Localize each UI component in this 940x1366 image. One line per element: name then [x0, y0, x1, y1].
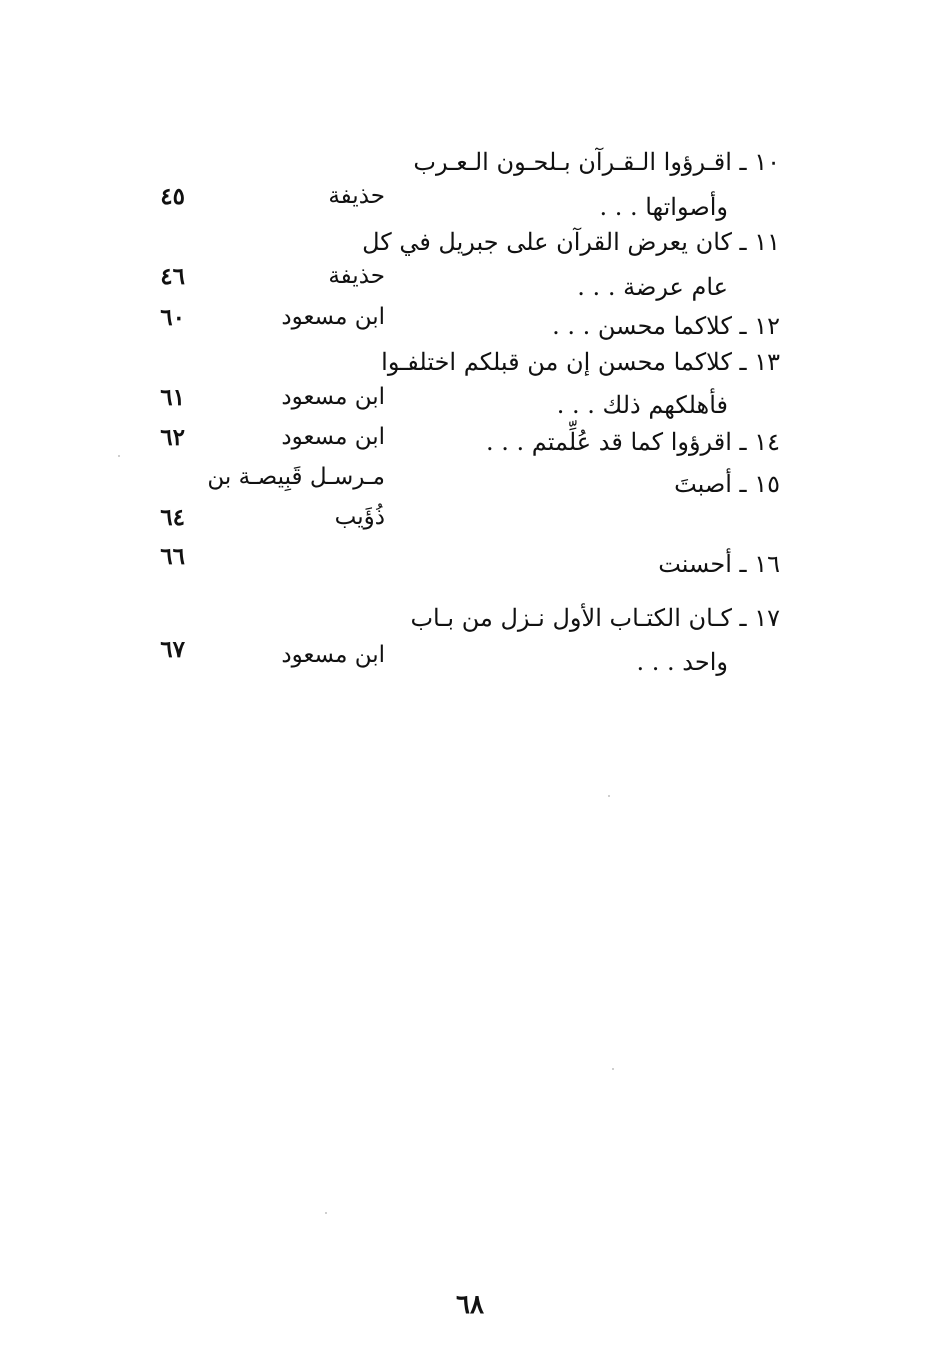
entry-15-line-1: ١٥ ـ أصبتَ — [674, 470, 780, 498]
entry-10-line-2: وأصواتها . . . — [599, 193, 728, 221]
entry-12-page: ٦٠ — [160, 304, 185, 331]
entry-17-page: ٦٧ — [160, 636, 185, 663]
scan-speck — [118, 455, 120, 457]
scan-speck — [608, 795, 610, 797]
entry-10-page: ٤٥ — [160, 183, 185, 210]
entry-11-page: ٤٦ — [160, 263, 185, 290]
entry-11-line-1: ١١ ـ كان يعرض القرآن على جبريل في كل — [362, 228, 780, 256]
entry-16-page: ٦٦ — [160, 543, 185, 570]
entry-17-line-2: واحد . . . — [636, 648, 728, 676]
entry-11-narrator: حذيفة — [328, 263, 385, 289]
entry-11-line-2: عام عرضة . . . — [577, 273, 728, 301]
entry-13-page: ٦١ — [160, 384, 185, 411]
entry-16-line-1: ١٦ ـ أحسنت — [658, 550, 780, 578]
entry-13-line-2: فأهلكهم ذلك . . . — [556, 391, 728, 419]
entry-12-line-1: ١٢ ـ كلاكما محسن . . . — [552, 312, 780, 340]
entry-14-page: ٦٢ — [160, 424, 185, 451]
entry-12-narrator: ابن مسعود — [281, 304, 385, 330]
entry-14-line-1: ١٤ ـ اقرؤوا كما قد عُلِّمتم . . . — [486, 428, 780, 456]
entry-13-narrator: ابن مسعود — [281, 384, 385, 410]
entry-14-narrator: ابن مسعود — [281, 424, 385, 450]
entry-15-narrator-line-1: مـرسـل قَبِيصـة بن — [207, 464, 385, 490]
page-number: ٦٨ — [456, 1290, 484, 1320]
entry-15-page: ٦٤ — [160, 504, 185, 531]
entry-17-line-1: ١٧ ـ كـان الكتـاب الأول نـزل من بـاب — [410, 604, 780, 632]
entry-13-line-1: ١٣ ـ كلاكما محسن إن من قبلكم اختلفـوا — [381, 348, 780, 376]
entry-10-narrator: حذيفة — [328, 183, 385, 209]
entry-10-line-1: ١٠ ـ اقـرؤوا الـقـرآن بـلحـون الـعـرب — [413, 148, 780, 176]
scan-speck — [612, 1068, 614, 1070]
entry-15-narrator-line-2: ذُؤَيب — [334, 504, 385, 530]
entry-17-narrator: ابن مسعود — [281, 642, 385, 668]
scan-speck — [325, 1212, 327, 1214]
